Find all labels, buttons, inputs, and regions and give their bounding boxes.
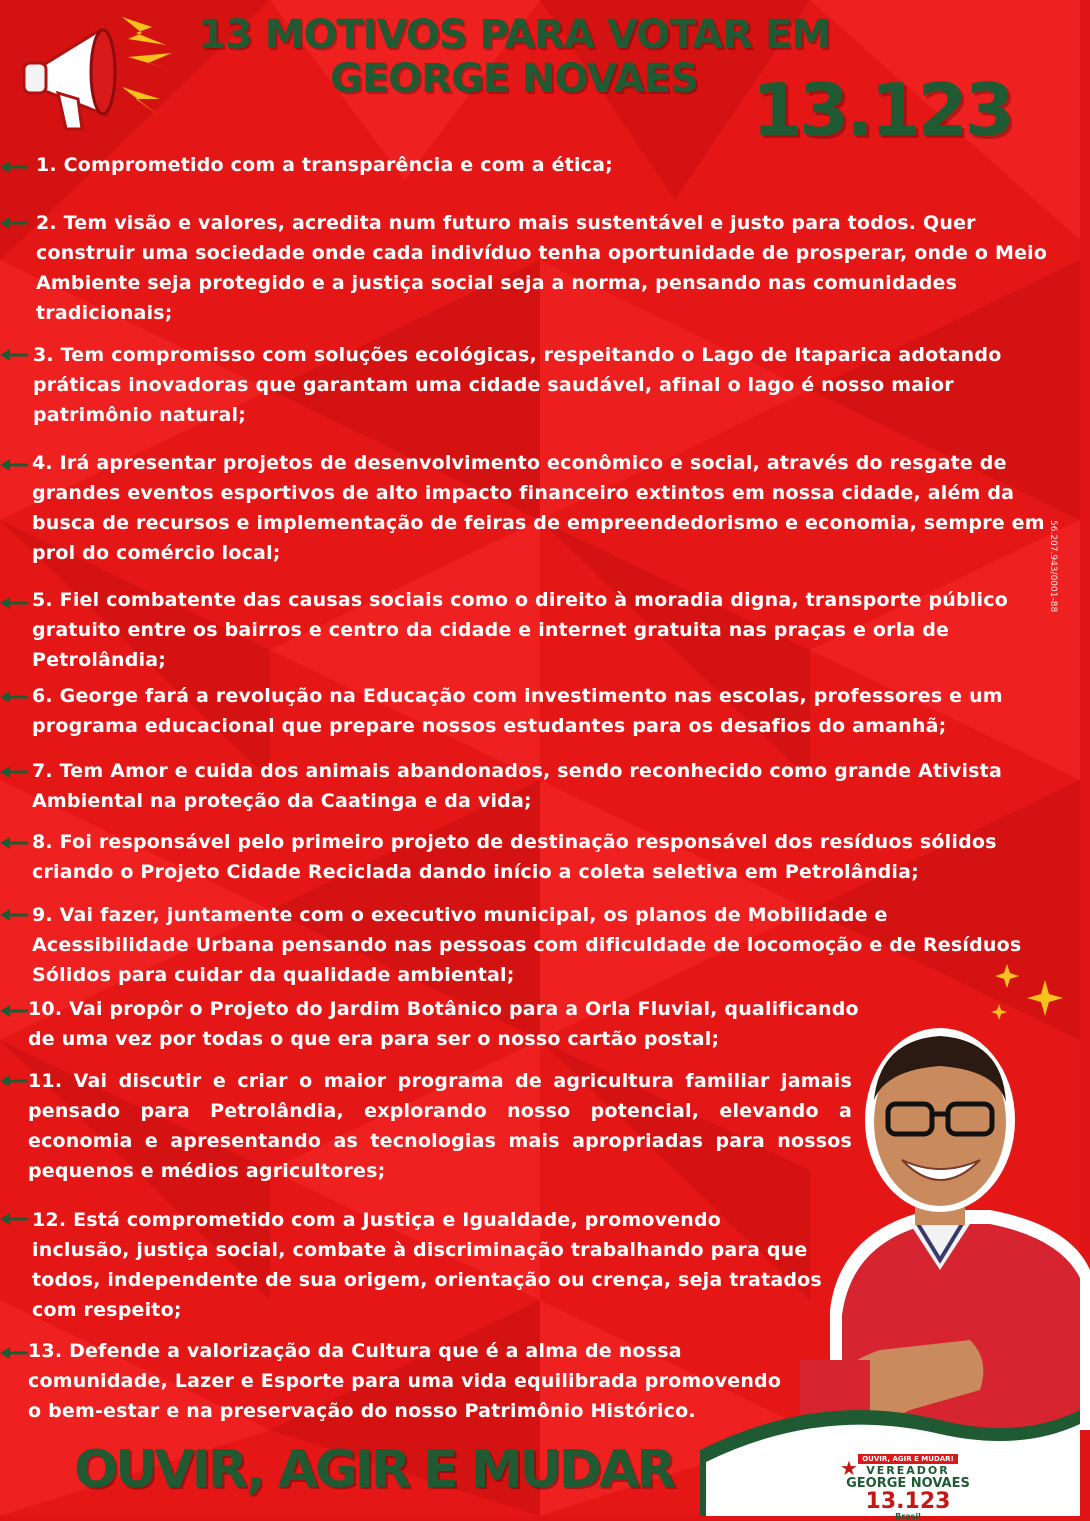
badge-role: VEREADOR — [866, 1464, 950, 1477]
candidate-number: 13.123 — [752, 68, 1012, 152]
badge-tagline: OUVIR, AGIR E MUDAR! — [858, 1454, 958, 1464]
bullet-arrow-icon — [0, 1346, 30, 1360]
bullet-arrow-icon — [0, 216, 30, 230]
badge-name: GEORGE NOVAES — [846, 1476, 970, 1491]
reason-item: 13. Defende a valorização da Cultura que é a alma de nossa comunidade, Lazer e Esporte para uma vida equilibrada promovendo o bem-estar e na preservação do nosso Patrimônio Histórico. — [28, 1340, 782, 1422]
slogan: OUVIR, AGIR E MUDAR — [74, 1440, 674, 1500]
candidate-photo — [790, 1010, 1090, 1430]
megaphone-icon — [10, 5, 180, 135]
bullet-arrow-icon — [0, 348, 30, 362]
reason-item: 10. Vai propôr o Projeto do Jardim Botânico para a Orla Fluvial, qualificando de uma vez por todas o que era para ser o nosso cartão postal; — [28, 998, 859, 1050]
reason-item: 12. Está comprometido com a Justiça e Igualdade, promovendo inclusão, justiça social, combate à discriminação trabalhando para que todos, independente de sua origem, orientação ou crença, seja tratados com respeito; — [32, 1209, 822, 1321]
bullet-arrow-icon — [0, 836, 30, 850]
star-icon: ★ — [840, 1456, 858, 1480]
bullet-arrow-icon — [0, 908, 30, 922]
bullet-arrow-icon — [0, 160, 30, 174]
reason-item: 8. Foi responsável pelo primeiro projeto de destinação responsável dos resíduos sólidos criando o Projeto Cidade Reciclada dando início a coleta seletiva em Petrolândia; — [32, 831, 997, 883]
reason-item: 3. Tem compromisso com soluções ecológicas, respeitando o Lago de Itaparica adotando práticas inovadoras que garantam uma cidade saudável, afinal o lago é nosso maior patrimônio natural; — [33, 344, 1002, 426]
candidate-badge — [838, 1446, 978, 1521]
bullet-arrow-icon — [0, 765, 30, 779]
reason-item: 4. Irá apresentar projetos de desenvolvimento econômico e social, através do resgate de grandes eventos esportivos de alto impacto financeiro extintos em nossa cidade, além da busca de recursos e implementação de feiras de empreendedorismo e economia, sempre em prol do comércio local; — [32, 452, 1045, 564]
reason-item: 7. Tem Amor e cuida dos animais abandonados, sendo reconhecido como grande Ativista Ambiental na proteção da Caatinga e da vida; — [32, 760, 1002, 812]
reason-item: 2. Tem visão e valores, acredita num futuro mais sustentável e justo para todos. Quer construir uma sociedade onde cada indivíduo tenha oportunidade de prosperar, onde o Meio Ambiente seja protegido e a justiça social seja a norma, pensando nas comunidades tradicionais; — [36, 212, 1048, 324]
reason-item: 5. Fiel combatente das causas sociais como o direito à moradia digna, transporte público gratuito entre os bairros e centro da cidade e internet gratuita nas praças e orla de Petrolândia; — [32, 589, 1008, 671]
bullet-arrow-icon — [0, 1212, 30, 1226]
reason-item: 6. George fará a revolução na Educação com investimento nas escolas, professores e um programa educacional que prepare nossos estudantes para os desafios do amanhã; — [32, 685, 1003, 737]
badge-country: Brasil — [895, 1512, 921, 1521]
title-line-2: GEORGE NOVAES — [330, 56, 698, 102]
title-line-1: 13 MOTIVOS PARA VOTAR EM — [198, 12, 831, 58]
bullet-arrow-icon — [0, 690, 30, 704]
reason-item: 1. Comprometido com a transparência e com a ética; — [36, 154, 613, 176]
bullet-arrow-icon — [0, 596, 30, 610]
badge-number: 13.123 — [865, 1489, 951, 1514]
reason-item: 11. Vai discutir e criar o maior programa de agricultura familiar jamais pensado para Petrolândia, explorando nosso potencial, elevando a economia e apresentando as tecnologias mais apropriadas para nossos pequenos e médios agricultores; — [28, 1070, 852, 1182]
reason-item: 9. Vai fazer, juntamente com o executivo municipal, os planos de Mobilidade e Acessibilidade Urbana pensando nas pessoas com dificuldade de locomoção e de Resíduos Sólidos para cuidar da qualidade ambiental; — [32, 904, 1022, 986]
bullet-arrow-icon — [0, 1074, 30, 1088]
cnpj-text: 56.207.943/0001-88 — [1048, 520, 1058, 613]
bullet-arrow-icon — [0, 458, 30, 472]
bullet-arrow-icon — [0, 1004, 30, 1018]
